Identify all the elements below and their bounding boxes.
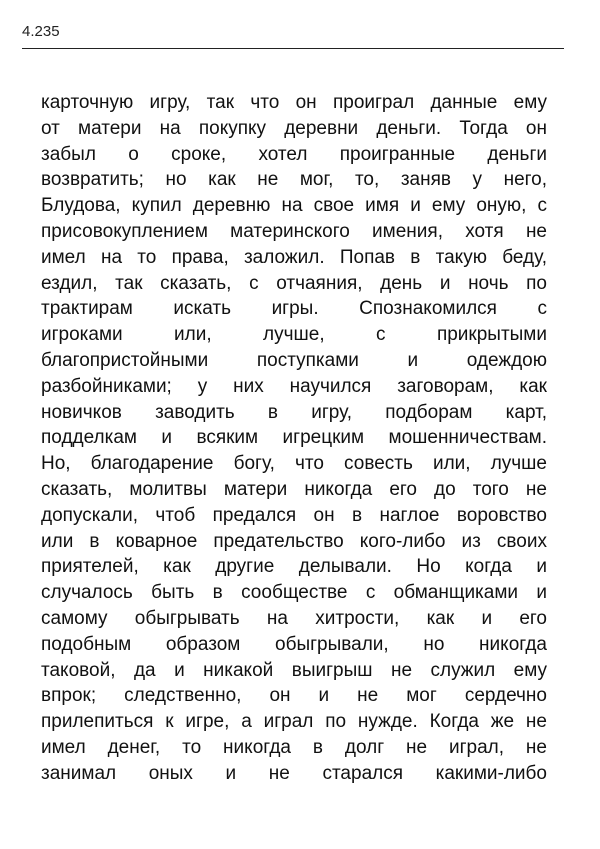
text-line: Но, благодарение богу, что совесть или, лучше [41,453,547,475]
text-line: разбойниками; у них научился заговорам, как [41,375,547,397]
text-line: имел на то права, заложил. Попав в такую беду, [41,246,547,268]
text-line: случалось быть в сообществе с обманщиками и [41,582,547,604]
text-line: возвратить; но как не мог, то, заняв у него, [41,169,547,191]
text-line: забыл о сроке, хотел проигранные деньги [41,143,547,165]
text-line: или в коварное предательство кого-либо из своих [41,530,547,552]
text-line: от матери на покупку деревни деньги. Тогда он [41,117,547,139]
body-text [41,90,547,787]
text-line: самому обыгрывать на хитрости, как и его [41,607,547,629]
text-line: прилепиться к игре, а играл по нужде. Когда же не [41,711,547,733]
text-line: впрок; следственно, он и не мог сердечно [41,685,547,707]
text-line: подделкам и всяким игрецким мошенничествам. [41,427,547,449]
text-line: карточную игру, так что он проиграл данные ему [41,92,547,113]
text-line: ездил, так сказать, с отчаяния, день и ночь по [41,272,547,294]
text-line: присовокуплением материнского имения, хотя не [41,220,547,242]
text-line: таковой, да и никакой выигрыш не служил ему [41,659,547,681]
page-header [22,22,564,49]
text-line: трактирам искать игры. Спознакомился с [41,298,547,320]
text-line: благопристойными поступками и одеждою [41,349,547,371]
text-line: Блудова, купил деревню на свое имя и ему оную, с [41,195,547,217]
text-line: допускали, чтоб предался он в наглое воровство [41,504,547,526]
text-line: сказать, молитвы матери никогда его до того не [41,478,547,500]
page-number: 4.235 [22,23,60,40]
text-line: игроками или, лучше, с прикрытыми [41,324,547,346]
text-line: имел денег, то никогда в долг не играл, не [41,736,547,758]
text-line: подобным образом обыгрывали, но никогда [41,633,547,655]
text-line: занимал оных и не старался какими-либо [41,762,547,784]
text-line: приятелей, как другие делывали. Но когда и [41,556,547,578]
text-line: новичков заводить в игру, подборам карт, [41,401,547,423]
